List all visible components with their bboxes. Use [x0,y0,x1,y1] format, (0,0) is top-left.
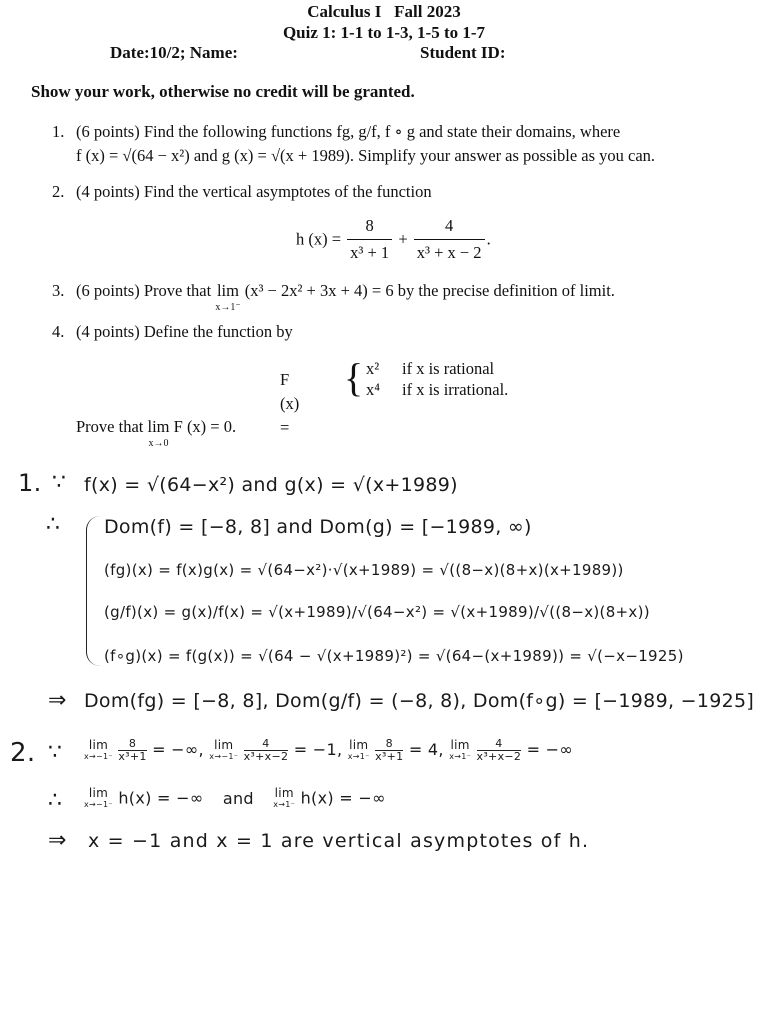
question-4-text: (4 points) Define the function by [76,322,293,341]
f-definition: f (x) = √(64 − x²) [76,146,190,165]
answer-1-brace [86,516,101,666]
denominator: x³+x−2 [476,750,522,763]
denominator: x³+1 [375,750,404,763]
answer-1-line3: (fg)(x) = f(x)g(x) = √(64−x²)·√(x+1989) = √((8−x)(8+x)(x+1989)) [104,561,624,579]
limit-4-fraction [477,738,522,763]
question-3-pre: (6 points) Prove that [76,281,212,300]
question-4-prove [76,415,236,449]
limit-2-value: = −1, [293,740,343,759]
term-1-denominator: x³ + 1 [347,239,392,265]
limit-1-value: = −∞, [152,740,204,759]
plus-sign: + [398,229,408,249]
limit-3-fraction [375,738,403,763]
lim-text: lim [216,281,239,300]
numerator: 4 [262,737,270,750]
h-function-display [296,214,491,265]
lim-text: lim [88,786,109,800]
limit-operator [148,415,170,449]
limit-3 [347,737,370,762]
limit-4-value: = −∞ [526,740,574,759]
case-brace: { [344,355,364,400]
lim-subscript: x→1⁻ [347,751,370,761]
question-number: 4. [52,322,65,341]
prove-post: F (x) = 0. [173,417,237,436]
course-term: Fall 2023 [394,2,461,21]
numerator: 8 [385,737,393,750]
period: . [486,229,491,249]
question-number: 3. [52,281,65,300]
lim-subscript: x→1⁻ [449,751,472,761]
question-1-line2: f (x) = √(64 − x²) and g (x) = √(x + 1989). Simplify your answer as possible as you can. [76,146,656,165]
answer-2-h-limits [84,788,386,810]
limit-2 [209,737,239,762]
and-text: and [222,788,254,808]
therefore-symbol: ∴ [48,788,63,813]
implies-symbol: ⇒ [48,688,67,713]
numerator: 4 [495,737,503,750]
because-symbol: ∵ [52,470,67,495]
fraction-term-2 [414,214,485,265]
case-2-value: x⁴ [366,380,381,399]
F-lhs: F (x) = [280,370,300,437]
answer-1-line2: Dom(f) = [−8, 8] and Dom(g) = [−1989, ∞) [104,516,532,538]
g-definition: g (x) = √(x + 1989). [221,146,354,165]
course-title: Calculus I [307,2,382,21]
numerator: 8 [128,737,137,750]
lim-subscript: x→−1⁻ [84,751,113,761]
denominator: x³+1 [118,750,147,763]
implies-symbol: ⇒ [48,828,67,853]
lim-text: lim [349,737,369,752]
answer-2-conclusion: x = −1 and x = 1 are vertical asymptotes of h. [88,830,590,852]
lim-subscript: x→1⁻ [273,800,296,809]
answer-2-label: 2. [10,738,36,768]
lim-subscript: x→0 [148,438,169,449]
instruction: Show your work, otherwise no credit will be granted. [31,82,415,101]
lim-text: lim [214,737,234,752]
lim-subscript: x→−1⁻ [209,751,239,761]
answer-1-line6: Dom(fg) = [−8, 8], Dom(g/f) = (−8, 8), Dom(f∘g) = [−1989, −1925] [84,690,755,712]
term-2-denominator: x³ + x − 2 [414,239,485,265]
h-limit-2-expr: h(x) = −∞ [300,788,386,808]
term-1-numerator: 8 [365,216,374,235]
lim-text: lim [274,786,294,800]
question-3-expr: (x³ − 2x² + 3x + 4) = 6 by the precise definition of limit. [244,281,615,300]
case-2-condition: if x is irrational. [402,380,509,399]
limit-1 [84,737,113,762]
case-1-condition: if x is rational [402,359,495,378]
question-number: 1. [52,122,65,141]
question-number: 2. [52,182,65,201]
question-2-text: (4 points) Find the vertical asymptotes of the function [76,182,432,201]
h-limit-1 [84,788,113,810]
question-1-line1: (6 points) Find the following functions fg, g/f, f ∘ g and state their domains, where [76,122,621,141]
lim-text: lim [147,417,170,436]
question-1-tail: Simplify your answer as possible as you can. [358,146,656,165]
lim-subscript: x→−1⁻ [84,800,113,809]
lim-text: lim [450,737,470,752]
student-id-field: Student ID: [420,43,506,62]
quiz-title: Quiz 1: 1-1 to 1-3, 1-5 to 1-7 [282,23,486,42]
limit-3-value: = 4, [408,740,444,759]
h-lhs: h (x) = [296,229,342,249]
limit-4 [449,737,472,762]
prove-pre: Prove that [76,417,144,436]
lim-subscript: x→1⁻ [215,302,241,313]
answer-2-limits-line [84,738,573,763]
limit-1-fraction [118,738,146,763]
answer-1-line5: (f∘g)(x) = f(g(x)) = √(64 − √(x+1989)²) = √(64−(x+1989)) = √(−x−1925) [104,647,684,665]
date-name-field: Date:10/2; Name: [110,43,238,62]
answer-1-line4: (g/f)(x) = g(x)/f(x) = √(x+1989)/√(64−x²) = √(x+1989)/√((8−x)(8+x)) [104,603,650,621]
course-header [0,2,768,22]
because-symbol: ∵ [48,740,63,765]
case-1-value: x² [366,359,380,378]
answer-1-label: 1. [18,469,42,497]
limit-operator [215,279,240,313]
limit-2-fraction [244,738,289,763]
h-limit-2 [273,788,295,810]
fraction-term-1 [347,214,392,265]
therefore-symbol: ∴ [46,512,61,537]
h-limit-1-expr: h(x) = −∞ [118,788,204,808]
term-2-numerator: 4 [445,216,454,235]
answer-1-line1: f(x) = √(64−x²) and g(x) = √(x+1989) [84,474,458,496]
denominator: x³+x−2 [243,750,289,763]
lim-text: lim [88,737,109,752]
